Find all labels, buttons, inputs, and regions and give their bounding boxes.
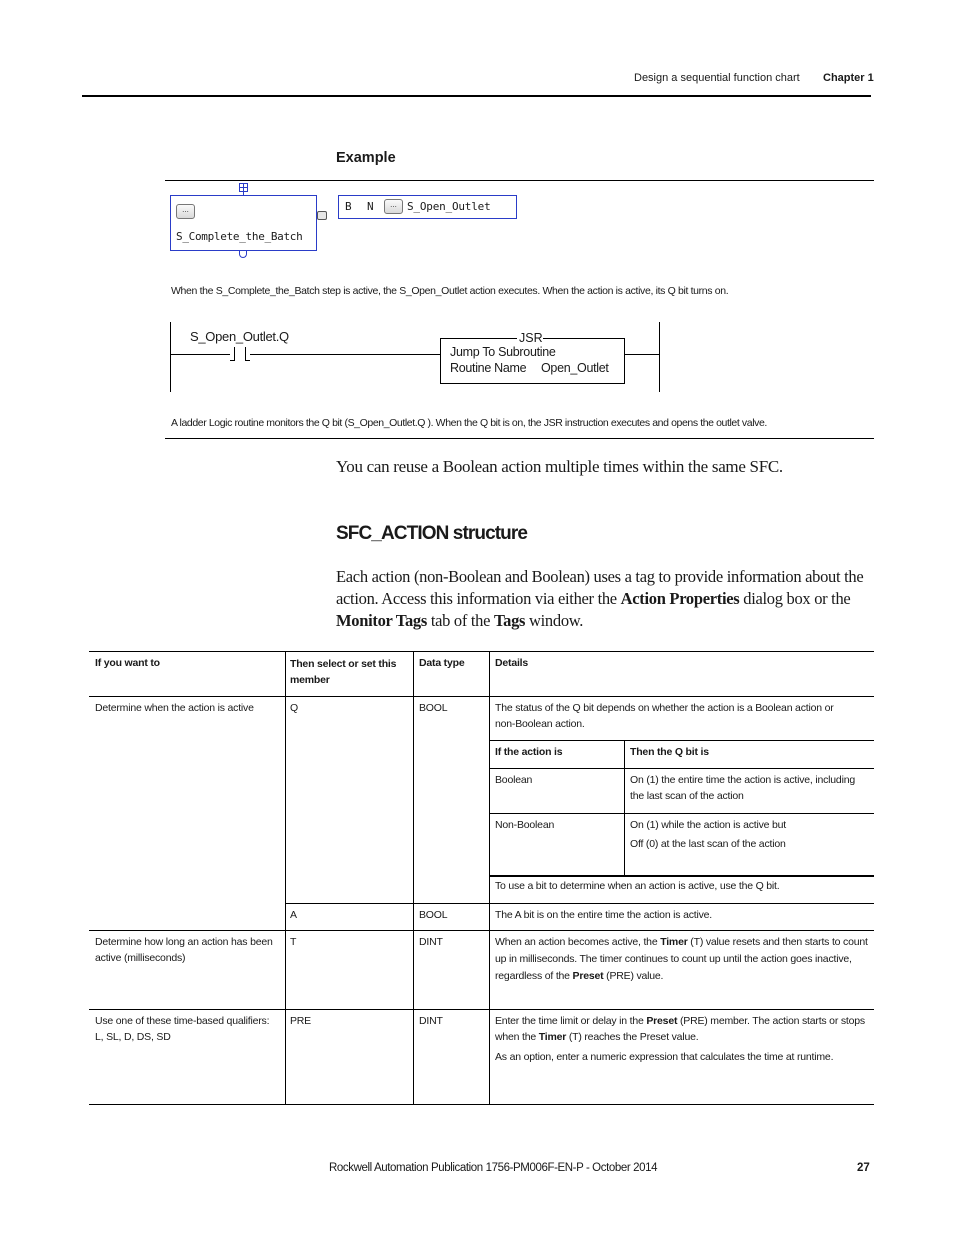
jsr-routine-name-value: Open_Outlet — [541, 361, 609, 375]
action-qualifier-n: N — [367, 200, 374, 213]
subtable-r2-c1: Non-Boolean — [495, 819, 555, 831]
subtable-r2-c2a: On (1) while the action is active but — [630, 819, 787, 831]
left-rail — [170, 322, 171, 392]
subtable-header-1: If the action is — [495, 746, 563, 758]
action-qualifier-b: B — [345, 200, 352, 213]
row-t-type: DINT — [419, 936, 443, 948]
subtable-header-2: Then the Q bit is — [630, 746, 709, 758]
row-q-type: BOOL — [419, 702, 448, 714]
row-q-details: The status of the Q bit depends on whether the action is a Boolean action or non-Boolean action. — [495, 702, 834, 730]
sfc-action-box[interactable] — [338, 195, 517, 219]
col-header-type: Data type — [419, 657, 465, 669]
header-rule — [82, 95, 871, 97]
section-heading: SFC_ACTION structure — [336, 523, 528, 544]
sfc-step-box[interactable] — [170, 195, 317, 251]
action-properties-ref: Action Properties — [620, 589, 740, 608]
jsr-description: Jump To Subroutine — [450, 345, 556, 359]
right-rail — [659, 322, 660, 392]
col-header-member: Then select or set this member — [290, 658, 397, 686]
contact-tag: S_Open_Outlet.Q — [190, 329, 289, 344]
row-q-footnote: To use a bit to determine when an action is active, use the Q bit. — [495, 880, 780, 892]
jsr-box[interactable] — [440, 331, 625, 384]
xic-contact — [230, 347, 252, 361]
subtable-r1-c2: On (1) the entire time the action is active, including the last scan of the action — [630, 774, 855, 802]
example-title: Example — [336, 150, 396, 166]
intro-paragraph: Each action (non-Boolean and Boolean) uses a tag to provide information about the action. Access this information via either the Action Properties dialog box or the Monitor Tags tab of the Tags window. — [336, 567, 864, 630]
header-chapter: Chapter 1 — [823, 72, 874, 84]
row-pre-details: Enter the time limit or delay in the Preset (PRE) member. The action starts or stops when the Timer (T) reaches the Preset value. — [495, 1015, 865, 1043]
monitor-tags-ref: Monitor Tags — [336, 611, 427, 630]
jsr-routine-name-label: Routine Name — [450, 361, 527, 375]
header-section-title: Design a sequential function chart — [634, 72, 800, 84]
row-a-type: BOOL — [419, 909, 448, 921]
subtable-r1-c1: Boolean — [495, 774, 533, 786]
footer-publication: Rockwell Automation Publication 1756-PM006F-EN-P - October 2014 — [329, 1162, 658, 1174]
example-caption-2: A ladder Logic routine monitors the Q bit (S_Open_Outlet.Q ). When the Q bit is on, the JSR instruction executes and opens the outlet valve. — [171, 417, 767, 429]
step-bottom-connector — [239, 251, 247, 258]
row-a-member: A — [290, 909, 297, 921]
row-pre-details-2: As an option, enter a numeric expression that calculates the time at runtime. — [495, 1051, 834, 1063]
row-pre-type: DINT — [419, 1015, 443, 1027]
row-a-details: The A bit is on the entire time the action is active. — [495, 909, 713, 921]
step-browse-button[interactable]: ... — [176, 204, 195, 219]
row-q-member: Q — [290, 702, 298, 714]
jsr-label: JSR — [519, 331, 543, 345]
row-pre-member: PRE — [290, 1015, 311, 1027]
footer-page-number: 27 — [857, 1162, 870, 1174]
reuse-paragraph: You can reuse a Boolean action multiple times within the same SFC. — [336, 457, 783, 476]
subtable-r2-c2b: Off (0) at the last scan of the action — [630, 838, 786, 850]
row-t-details: When an action becomes active, the Timer (T) value resets and then starts to count up in milliseconds. The timer continues to count up until the action goes inactive, regardless of the Preset (PRE) value. — [495, 936, 868, 982]
row-t-member: T — [290, 936, 297, 948]
row-q-want: Determine when the action is active — [95, 702, 254, 714]
row-t-want: Determine how long an action has been active (milliseconds) — [95, 936, 273, 964]
action-name: S_Open_Outlet — [407, 200, 491, 213]
example-bottom-rule — [165, 438, 874, 439]
col-header-want: If you want to — [95, 657, 160, 669]
example-top-rule — [165, 180, 874, 181]
example-caption-1: When the S_Complete_the_Batch step is active, the S_Open_Outlet action executes. When the action is active, its Q bit turns on. — [171, 285, 729, 297]
col-header-details: Details — [495, 657, 529, 669]
action-browse-button[interactable]: ... — [384, 199, 403, 214]
row-pre-want: Use one of these time-based qualifiers: L, SL, D, DS, SD — [95, 1015, 270, 1043]
tags-ref: Tags — [493, 611, 526, 630]
step-action-link[interactable] — [317, 211, 327, 220]
step-name: S_Complete_the_Batch — [176, 230, 303, 243]
